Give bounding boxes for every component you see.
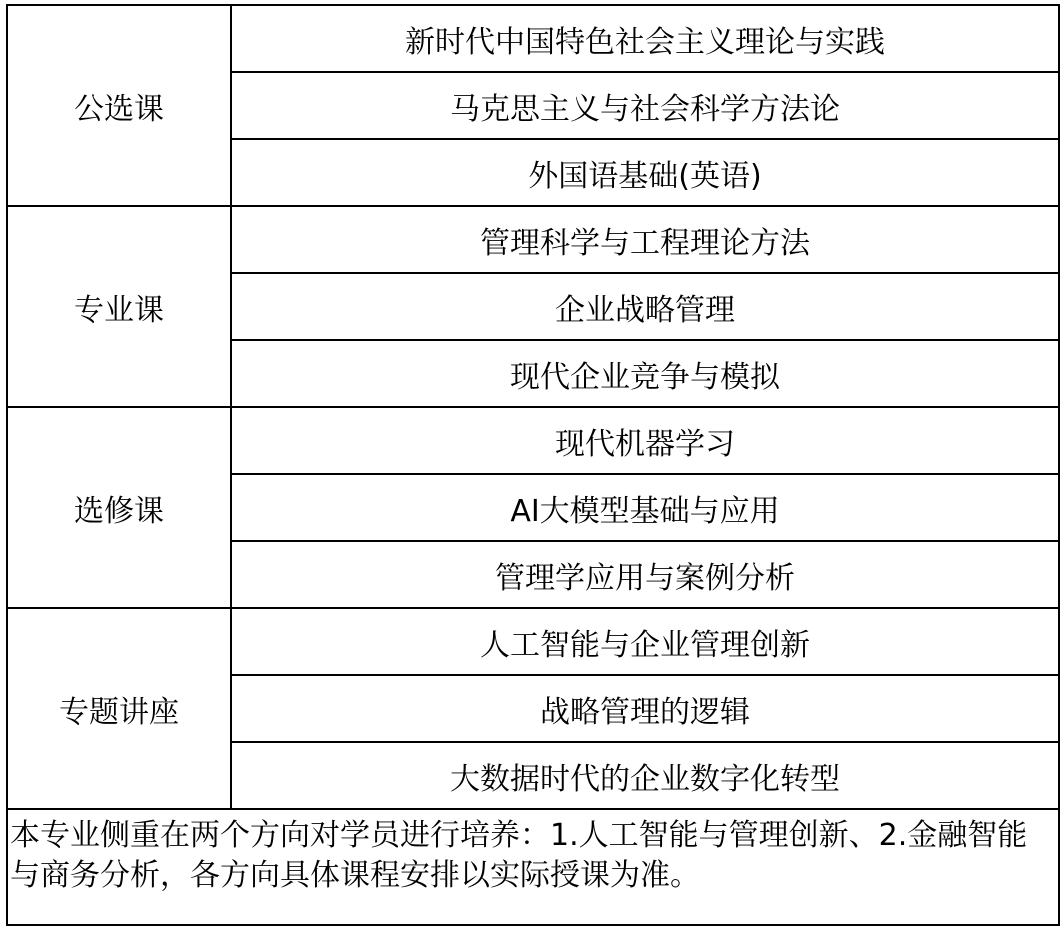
- table-row: [7, 206, 1059, 273]
- table-row: [7, 608, 1059, 675]
- course-cell: 管理科学与工程理论方法: [231, 206, 1059, 273]
- course-cell: 战略管理的逻辑: [231, 675, 1059, 742]
- curriculum-table: [6, 4, 1060, 926]
- course-cell: 人工智能与企业管理创新: [231, 608, 1059, 675]
- course-cell: 管理学应用与案例分析: [231, 541, 1059, 608]
- course-cell: 外国语基础(英语): [231, 139, 1059, 206]
- category-elective: 选修课: [7, 407, 231, 608]
- course-cell: 企业战略管理: [231, 273, 1059, 340]
- course-cell: 马克思主义与社会科学方法论: [231, 72, 1059, 139]
- table-row: [7, 5, 1059, 72]
- category-major: 专业课: [7, 206, 231, 407]
- course-cell: 现代企业竞争与模拟: [231, 340, 1059, 407]
- category-public-elective: 公选课: [7, 5, 231, 206]
- course-cell: AI大模型基础与应用: [231, 474, 1059, 541]
- category-special-lecture: 专题讲座: [7, 608, 231, 809]
- program-note: 本专业侧重在两个方向对学员进行培养：1.人工智能与管理创新、2.金融智能与商务分析，各方向具体课程安排以实际授课为准。: [7, 809, 1059, 925]
- table-row: [7, 407, 1059, 474]
- course-cell: 大数据时代的企业数字化转型: [231, 742, 1059, 809]
- course-cell: 现代机器学习: [231, 407, 1059, 474]
- note-row: [7, 809, 1059, 925]
- course-cell: 新时代中国特色社会主义理论与实践: [231, 5, 1059, 72]
